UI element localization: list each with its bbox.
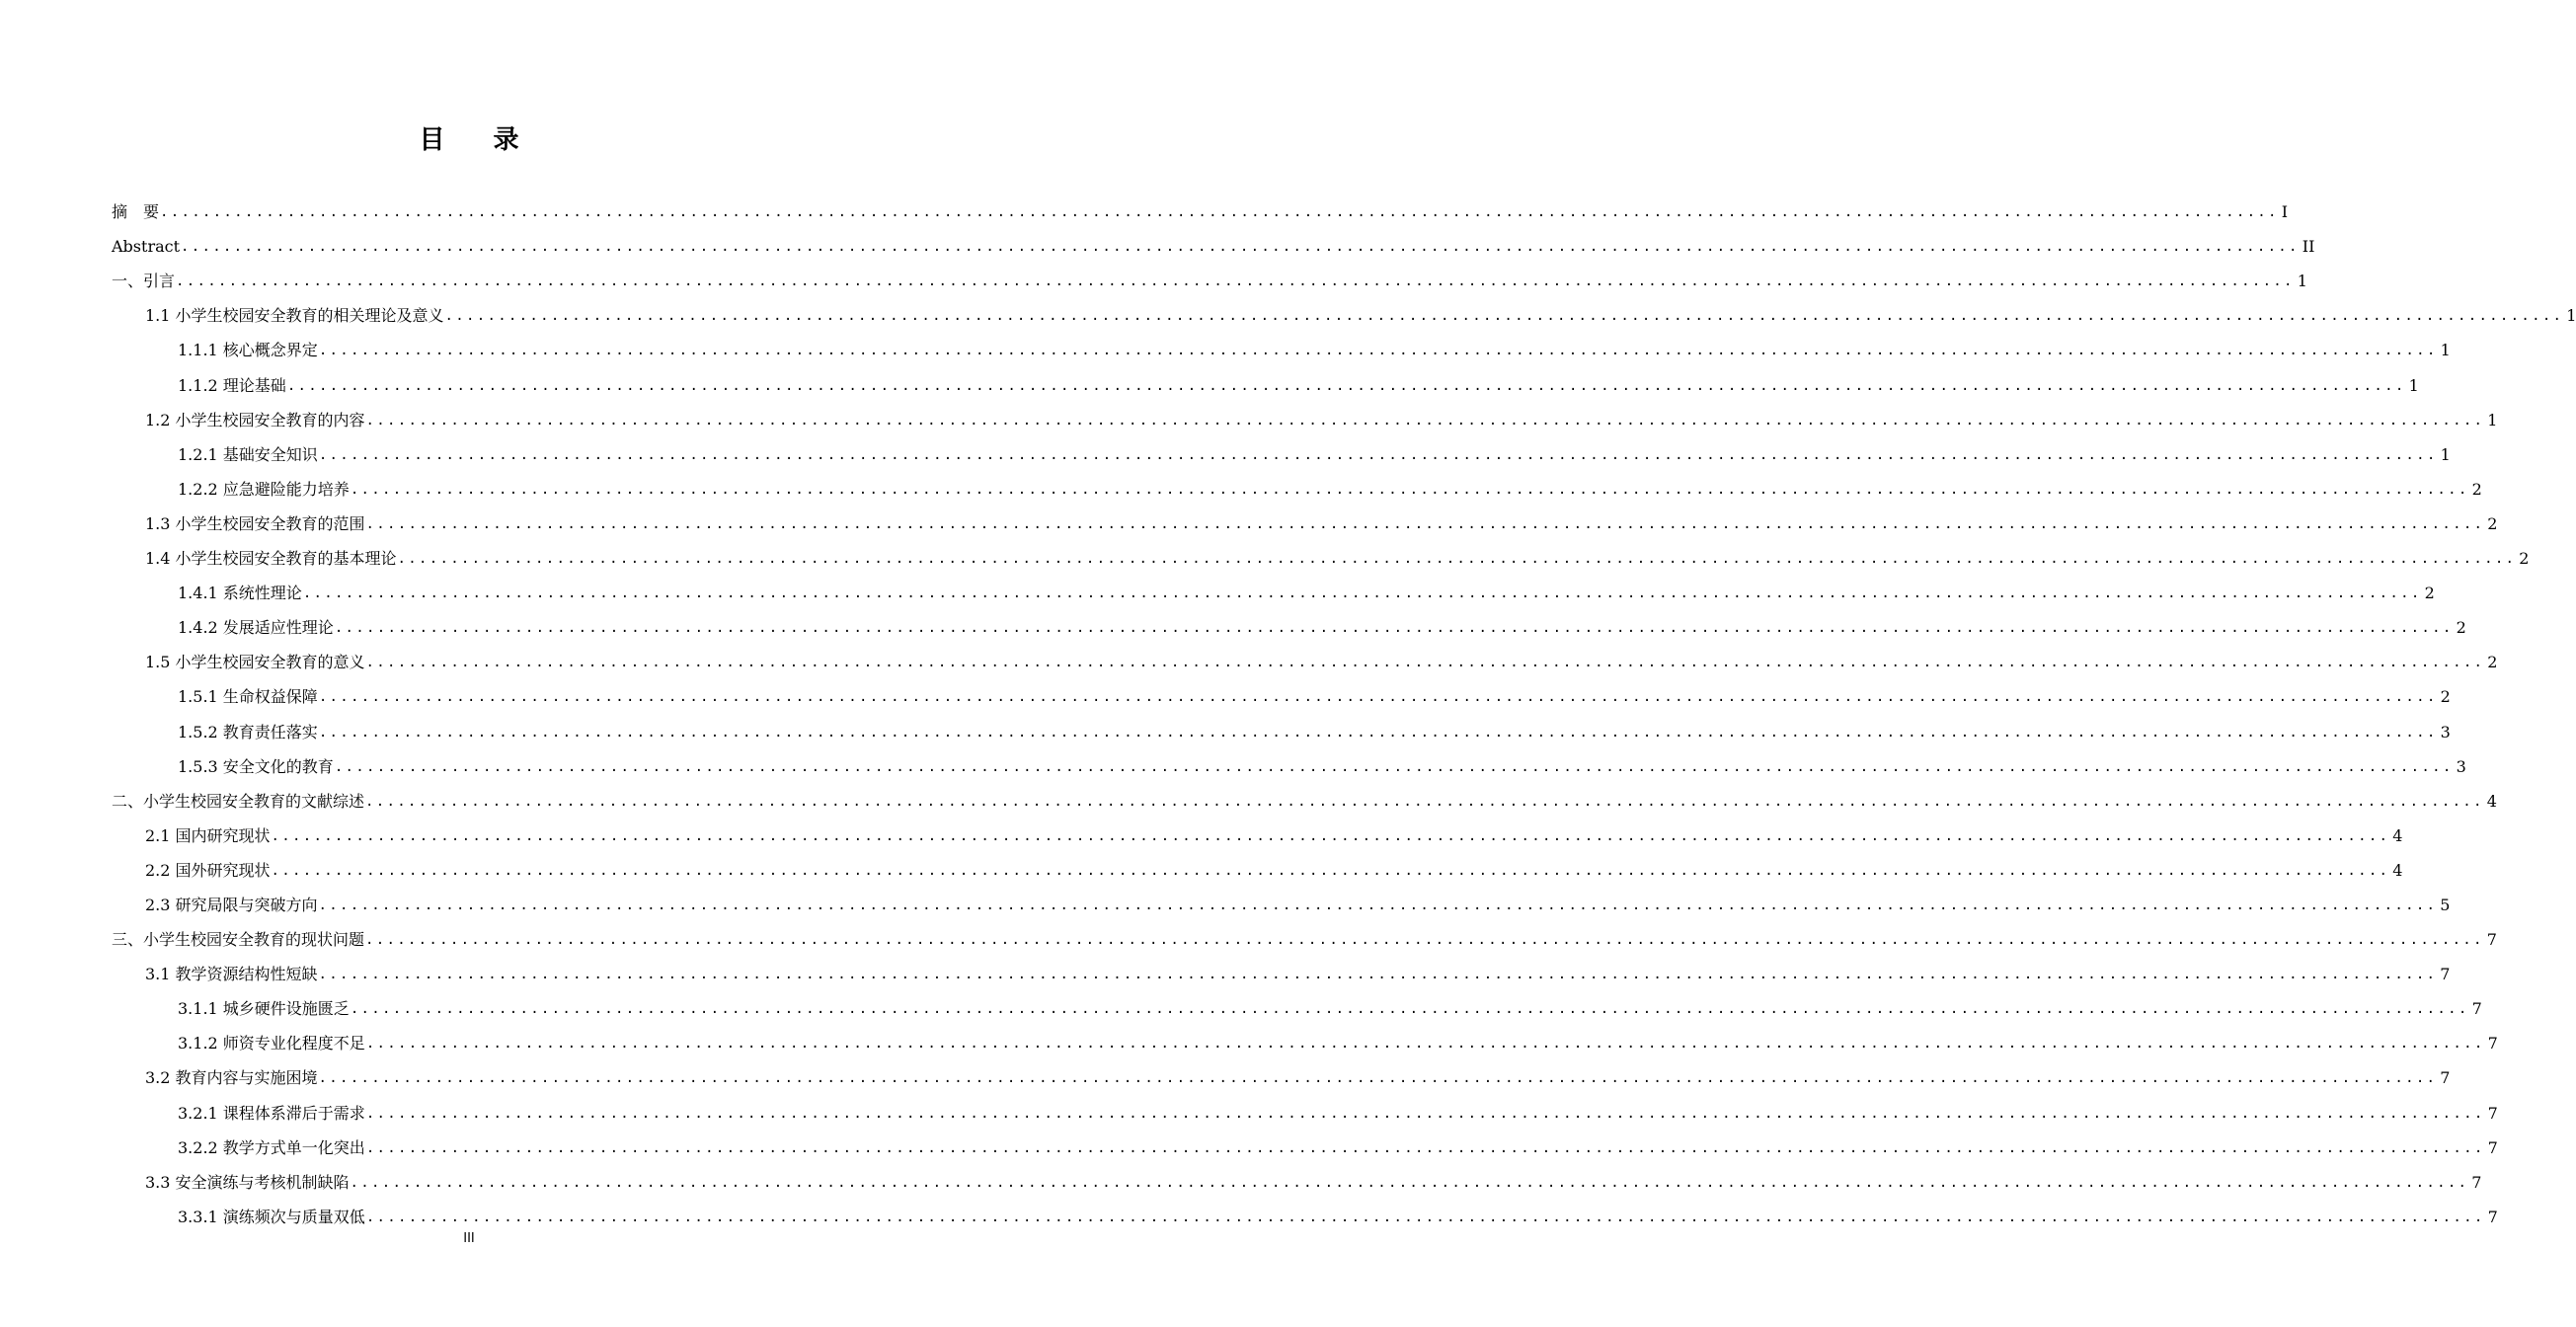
toc-entry-label: 3.1.2 师资专业化程度不足 [178, 1034, 365, 1054]
toc-entry-page: II [2302, 237, 2315, 257]
toc-entry[interactable] [112, 779, 2497, 814]
toc-entry-label: 3.1 教学资源结构性短缺 [145, 965, 318, 984]
toc-entry-label: 1.2.2 应急避险能力培养 [178, 479, 350, 499]
toc-entry-page: 7 [2440, 965, 2451, 984]
toc-entry[interactable] [112, 883, 2451, 917]
toc-entry-page: I [2281, 202, 2289, 222]
toc-dot-leader: ........................................................................................................................................................................................................ [365, 1209, 2485, 1225]
toc-entry-page: 2 [2487, 653, 2498, 672]
toc-entry-label: 3.2 教育内容与实施困境 [145, 1068, 318, 1088]
toc-dot-leader: ........................................................................................................................................................................................................ [334, 620, 2454, 637]
toc-dot-leader: ........................................................................................................................................................................................................ [365, 1139, 2485, 1156]
toc-entry-label: 1.2.1 基础安全知识 [178, 444, 318, 464]
toc-entry[interactable] [112, 1021, 2498, 1055]
toc-dot-leader: ........................................................................................................................................................................................................ [365, 655, 2485, 671]
toc-dot-leader: ........................................................................................................................................................................................................ [160, 204, 2279, 221]
toc-entry[interactable] [112, 190, 2289, 224]
toc-dot-leader: ........................................................................................................................................................................................................ [318, 689, 2438, 706]
toc-entry-label: 1.1.2 理论基础 [178, 375, 286, 395]
toc-entry-label: 一、引言 [112, 272, 176, 291]
toc-entry-label: 1.1.1 核心概念界定 [178, 341, 318, 360]
toc-entry[interactable] [112, 502, 2498, 536]
toc-entry[interactable] [112, 571, 2435, 605]
toc-dot-leader: ........................................................................................................................................................................................................ [271, 827, 2390, 844]
toc-entry-page: 1 [2440, 341, 2451, 360]
toc-entry[interactable] [112, 744, 2466, 779]
toc-entry-page: 7 [2471, 1172, 2482, 1192]
toc-dot-leader: ........................................................................................................................................................................................................ [176, 273, 2295, 290]
toc-dot-leader: ........................................................................................................................................................................................................ [350, 1001, 2469, 1018]
toc-title: 目 录 [419, 125, 539, 155]
toc-dot-leader: ........................................................................................................................................................................................................ [302, 585, 2422, 602]
toc-entry-label: 3.2.1 课程体系滞后于需求 [178, 1103, 365, 1123]
toc-entry-label: 二、小学生校园安全教育的文献综述 [112, 791, 365, 811]
toc-entry-page: 2 [2440, 687, 2451, 707]
toc-dot-leader: ........................................................................................................................................................................................................ [318, 967, 2438, 983]
toc-entry-page: 7 [2471, 999, 2482, 1019]
toc-entry[interactable] [112, 952, 2451, 986]
toc-entry-page: 1 [2440, 444, 2451, 464]
toc-entry-label: 1.5.3 安全文化的教育 [178, 756, 334, 776]
toc-dot-leader: ........................................................................................................................................................................................................ [318, 724, 2438, 741]
toc-entry[interactable] [112, 1090, 2498, 1125]
toc-entry-label: 1.4 小学生校园安全教育的基本理论 [145, 549, 397, 569]
toc-entry-label: 1.2 小学生校园安全教育的内容 [145, 410, 365, 429]
toc-entry[interactable] [112, 605, 2466, 640]
toc-entry-label: 3.1.1 城乡硬件设施匮乏 [178, 999, 350, 1019]
toc-dot-leader: ........................................................................................................................................................................................................ [365, 515, 2485, 532]
toc-entry-page: 1 [2408, 375, 2419, 395]
toc-entry[interactable] [112, 814, 2403, 848]
toc-dot-leader: ........................................................................................................................................................................................................ [181, 239, 2300, 256]
toc-entry[interactable] [112, 986, 2482, 1021]
toc-entry-page: 2 [2424, 584, 2435, 603]
table-of-contents [112, 190, 2576, 1229]
toc-entry-page: 7 [2487, 1034, 2498, 1054]
toc-entry-label: 1.5 小学生校园安全教育的意义 [145, 653, 365, 672]
toc-entry-page: 4 [2392, 860, 2403, 880]
toc-entry[interactable] [112, 1195, 2498, 1229]
toc-dot-leader: ........................................................................................................................................................................................................ [318, 1070, 2438, 1087]
toc-entry[interactable] [112, 398, 2498, 432]
toc-entry-label: Abstract [112, 237, 181, 257]
toc-entry-label: 2.3 研究局限与突破方向 [145, 895, 318, 914]
toc-entry-page: 2 [2456, 618, 2466, 638]
toc-entry[interactable] [112, 224, 2315, 259]
toc-entry-page: 4 [2392, 825, 2403, 845]
toc-entry-label: 1.4.1 系统性理论 [178, 584, 302, 603]
toc-entry-label: 3.3 安全演练与考核机制缺陷 [145, 1172, 350, 1192]
toc-entry-label: 摘 要 [112, 202, 160, 222]
toc-entry-page: 1 [2566, 306, 2576, 326]
toc-entry-page: 7 [2487, 1207, 2498, 1226]
toc-entry[interactable] [112, 917, 2497, 952]
toc-entry-page: 4 [2486, 791, 2497, 811]
toc-entry[interactable] [112, 640, 2498, 674]
toc-entry[interactable] [112, 536, 2530, 571]
toc-entry-page: 7 [2487, 1103, 2498, 1123]
toc-dot-leader: ........................................................................................................................................................................................................ [444, 308, 2564, 325]
toc-entry[interactable] [112, 362, 2419, 397]
toc-entry-page: 2 [2487, 513, 2498, 533]
toc-entry-page: 5 [2440, 895, 2451, 914]
toc-entry-label: 3.3.1 演练频次与质量双低 [178, 1207, 365, 1226]
toc-dot-leader: ........................................................................................................................................................................................................ [350, 1174, 2469, 1191]
toc-entry-label: 1.5.1 生命权益保障 [178, 687, 318, 707]
toc-entry-label: 1.3 小学生校园安全教育的范围 [145, 513, 365, 533]
toc-entry-page: 7 [2440, 1068, 2451, 1088]
toc-dot-leader: ........................................................................................................................................................................................................ [365, 412, 2485, 429]
toc-entry-page: 2 [2471, 479, 2482, 499]
toc-entry-page: 3 [2456, 756, 2466, 776]
toc-entry[interactable] [112, 328, 2451, 362]
toc-entry[interactable] [112, 1055, 2451, 1090]
toc-entry[interactable] [112, 674, 2451, 709]
toc-dot-leader: ........................................................................................................................................................................................................ [365, 1105, 2485, 1122]
toc-entry-label: 1.1 小学生校园安全教育的相关理论及意义 [145, 306, 444, 326]
toc-entry[interactable] [112, 848, 2403, 883]
toc-entry-label: 1.5.2 教育责任落实 [178, 722, 318, 742]
page-number: III [463, 1231, 475, 1246]
toc-entry[interactable] [112, 709, 2451, 743]
toc-dot-leader: ........................................................................................................................................................................................................ [365, 793, 2484, 810]
toc-entry-page: 7 [2487, 1137, 2498, 1157]
toc-dot-leader: ........................................................................................................................................................................................................ [271, 862, 2390, 879]
toc-entry-label: 三、小学生校园安全教育的现状问题 [112, 930, 365, 950]
toc-entry-page: 1 [2297, 272, 2307, 291]
toc-entry-label: 3.2.2 教学方式单一化突出 [178, 1137, 365, 1157]
toc-entry-page: 1 [2487, 410, 2498, 429]
toc-dot-leader: ........................................................................................................................................................................................................ [318, 897, 2438, 913]
toc-dot-leader: ........................................................................................................................................................................................................ [286, 377, 2406, 394]
toc-dot-leader: ........................................................................................................................................................................................................ [365, 932, 2484, 949]
toc-entry[interactable] [112, 467, 2482, 502]
toc-dot-leader: ........................................................................................................................................................................................................ [318, 343, 2438, 359]
toc-dot-leader: ........................................................................................................................................................................................................ [365, 1036, 2485, 1053]
toc-dot-leader: ........................................................................................................................................................................................................ [397, 551, 2517, 568]
toc-entry[interactable] [112, 432, 2451, 467]
toc-dot-leader: ........................................................................................................................................................................................................ [334, 758, 2454, 775]
toc-entry-page: 3 [2440, 722, 2451, 742]
toc-entry[interactable] [112, 1126, 2498, 1160]
toc-entry-page: 2 [2519, 549, 2530, 569]
toc-entry-page: 7 [2486, 930, 2497, 950]
toc-entry-label: 2.2 国外研究现状 [145, 860, 271, 880]
toc-dot-leader: ........................................................................................................................................................................................................ [318, 446, 2438, 463]
toc-entry-label: 1.4.2 发展适应性理论 [178, 618, 334, 638]
toc-entry[interactable] [112, 1160, 2482, 1195]
toc-entry-label: 2.1 国内研究现状 [145, 825, 271, 845]
toc-entry[interactable] [112, 293, 2576, 328]
toc-dot-leader: ........................................................................................................................................................................................................ [350, 481, 2469, 498]
toc-entry[interactable] [112, 259, 2307, 293]
